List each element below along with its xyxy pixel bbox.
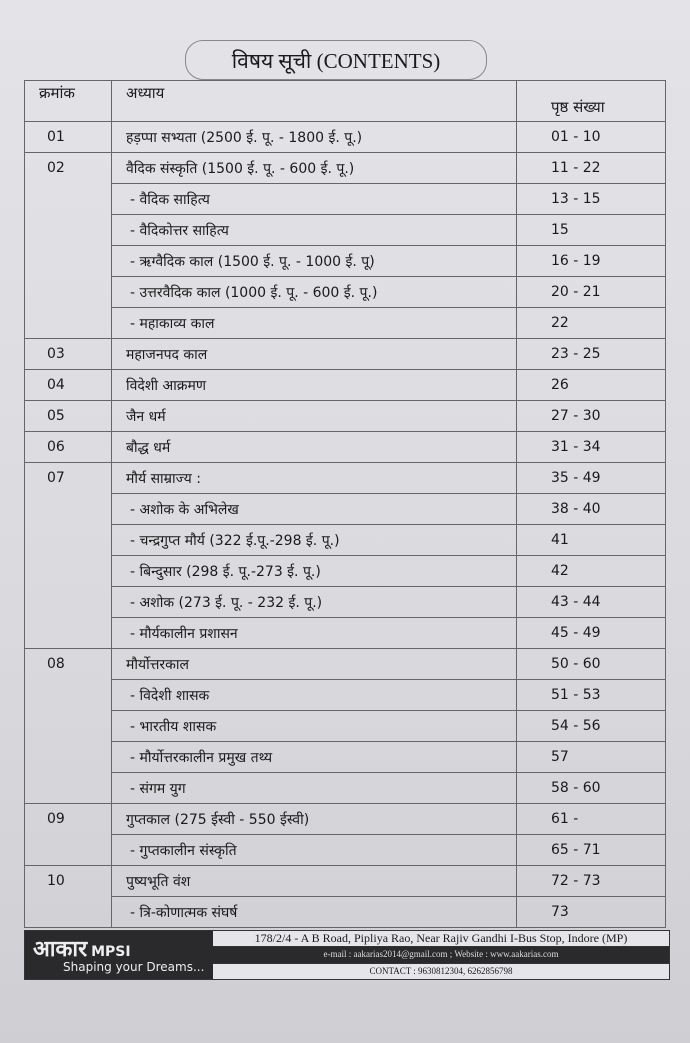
row-number: 04 [25, 370, 112, 401]
table-row [25, 246, 666, 277]
page-range: 01 - 10 [517, 122, 666, 153]
header-chapter: अध्याय [112, 81, 517, 122]
row-number [25, 897, 112, 928]
table-row [25, 432, 666, 463]
row-number [25, 711, 112, 742]
chapter-title: महाजनपद काल [112, 339, 517, 370]
chapter-title: - भारतीय शासक [112, 711, 517, 742]
page-range: 50 - 60 [517, 649, 666, 680]
chapter-title: विदेशी आक्रमण [112, 370, 517, 401]
table-row [25, 463, 666, 494]
header-num: क्रमांक [25, 81, 112, 122]
table-row [25, 556, 666, 587]
row-number: 08 [25, 649, 112, 680]
chapter-title: - ऋग्वैदिक काल (1500 ई. पू. - 1000 ई. पू) [112, 246, 517, 277]
chapter-title: - मौर्यकालीन प्रशासन [112, 618, 517, 649]
row-number: 07 [25, 463, 112, 494]
table-row [25, 835, 666, 866]
chapter-title: बौद्ध धर्म [112, 432, 517, 463]
chapter-title: - संगम युग [112, 773, 517, 804]
chapter-title: - मौर्योत्तरकालीन प्रमुख तथ्य [112, 742, 517, 773]
page-range: 38 - 40 [517, 494, 666, 525]
page-range: 45 - 49 [517, 618, 666, 649]
row-number [25, 587, 112, 618]
table-row [25, 680, 666, 711]
row-number [25, 773, 112, 804]
email-website: e-mail : aakarias2014@gmail.com ; Website : www.aakarias.com [213, 947, 669, 962]
chapter-title: मौर्योत्तरकाल [112, 649, 517, 680]
row-number: 05 [25, 401, 112, 432]
contact-numbers: CONTACT : 9630812304, 6262856798 [213, 963, 669, 979]
row-number [25, 556, 112, 587]
chapter-title: जैन धर्म [112, 401, 517, 432]
row-number [25, 215, 112, 246]
row-number [25, 618, 112, 649]
chapter-title: - चन्द्रगुप्त मौर्य (322 ई.पू.-298 ई. पू.) [112, 525, 517, 556]
page-range: 26 [517, 370, 666, 401]
table-row [25, 370, 666, 401]
chapter-title: - अशोक के अभिलेख [112, 494, 517, 525]
row-number: 02 [25, 153, 112, 184]
row-number [25, 835, 112, 866]
page-range: 61 - [517, 804, 666, 835]
row-number [25, 246, 112, 277]
address: 178/2/4 - A B Road, Pipliya Rao, Near Rajiv Gandhi I-Bus Stop, Indore (MP) [213, 931, 669, 947]
table-row [25, 773, 666, 804]
chapter-title: - वैदिकोत्तर साहित्य [112, 215, 517, 246]
page-range: 20 - 21 [517, 277, 666, 308]
brand-suffix: MPSI [91, 944, 131, 960]
header-pages: पृष्ठ संख्या [517, 81, 666, 122]
contents-table [24, 80, 666, 928]
table-row [25, 184, 666, 215]
table-row [25, 308, 666, 339]
page-range: 13 - 15 [517, 184, 666, 215]
page-range: 51 - 53 [517, 680, 666, 711]
table-header [25, 81, 666, 122]
table-row [25, 277, 666, 308]
table-row [25, 587, 666, 618]
row-number [25, 742, 112, 773]
brand-logo [25, 931, 213, 979]
page-range: 22 [517, 308, 666, 339]
chapter-title: वैदिक संस्कृति (1500 ई. पू. - 600 ई. पू.) [112, 153, 517, 184]
row-number: 10 [25, 866, 112, 897]
table-row [25, 649, 666, 680]
page-title: विषय सूची (CONTENTS) [185, 40, 487, 80]
row-number: 03 [25, 339, 112, 370]
row-number [25, 308, 112, 339]
chapter-title: - महाकाव्य काल [112, 308, 517, 339]
page-range: 58 - 60 [517, 773, 666, 804]
chapter-title: - वैदिक साहित्य [112, 184, 517, 215]
chapter-title: - अशोक (273 ई. पू. - 232 ई. पू.) [112, 587, 517, 618]
page-range: 35 - 49 [517, 463, 666, 494]
row-number [25, 277, 112, 308]
table-row [25, 122, 666, 153]
chapter-title: - त्रि-कोणात्मक संघर्ष [112, 897, 517, 928]
chapter-title: मौर्य साम्राज्य : [112, 463, 517, 494]
chapter-title: पुष्यभूति वंश [112, 866, 517, 897]
table-row [25, 804, 666, 835]
row-number [25, 680, 112, 711]
brand-tagline: Shaping your Dreams... [63, 960, 205, 974]
page-range: 16 - 19 [517, 246, 666, 277]
page-range: 73 [517, 897, 666, 928]
row-number [25, 494, 112, 525]
page-range: 42 [517, 556, 666, 587]
page-range: 27 - 30 [517, 401, 666, 432]
table-row [25, 711, 666, 742]
table-row [25, 215, 666, 246]
brand-name: आकार [33, 937, 88, 962]
chapter-title: - गुप्तकालीन संस्कृति [112, 835, 517, 866]
page-range: 72 - 73 [517, 866, 666, 897]
footer-banner [24, 930, 670, 980]
page-range: 11 - 22 [517, 153, 666, 184]
page-range: 15 [517, 215, 666, 246]
page-range: 31 - 34 [517, 432, 666, 463]
chapter-title: हड़प्पा सभ्यता (2500 ई. पू. - 1800 ई. पू.) [112, 122, 517, 153]
page-range: 43 - 44 [517, 587, 666, 618]
chapter-title: - विदेशी शासक [112, 680, 517, 711]
row-number: 06 [25, 432, 112, 463]
row-number: 09 [25, 804, 112, 835]
table-row [25, 401, 666, 432]
row-number [25, 184, 112, 215]
table-row [25, 153, 666, 184]
page-range: 65 - 71 [517, 835, 666, 866]
table-row [25, 897, 666, 928]
table-row [25, 339, 666, 370]
page-range: 57 [517, 742, 666, 773]
table-row [25, 866, 666, 897]
table-row [25, 742, 666, 773]
table-row [25, 494, 666, 525]
page-range: 23 - 25 [517, 339, 666, 370]
chapter-title: गुप्तकाल (275 ईस्वी - 550 ईस्वी) [112, 804, 517, 835]
table-row [25, 618, 666, 649]
page-range: 54 - 56 [517, 711, 666, 742]
table-row [25, 525, 666, 556]
row-number [25, 525, 112, 556]
chapter-title: - बिन्दुसार (298 ई. पू.-273 ई. पू.) [112, 556, 517, 587]
chapter-title: - उत्तरवैदिक काल (1000 ई. पू. - 600 ई. पू.) [112, 277, 517, 308]
page-range: 41 [517, 525, 666, 556]
row-number: 01 [25, 122, 112, 153]
